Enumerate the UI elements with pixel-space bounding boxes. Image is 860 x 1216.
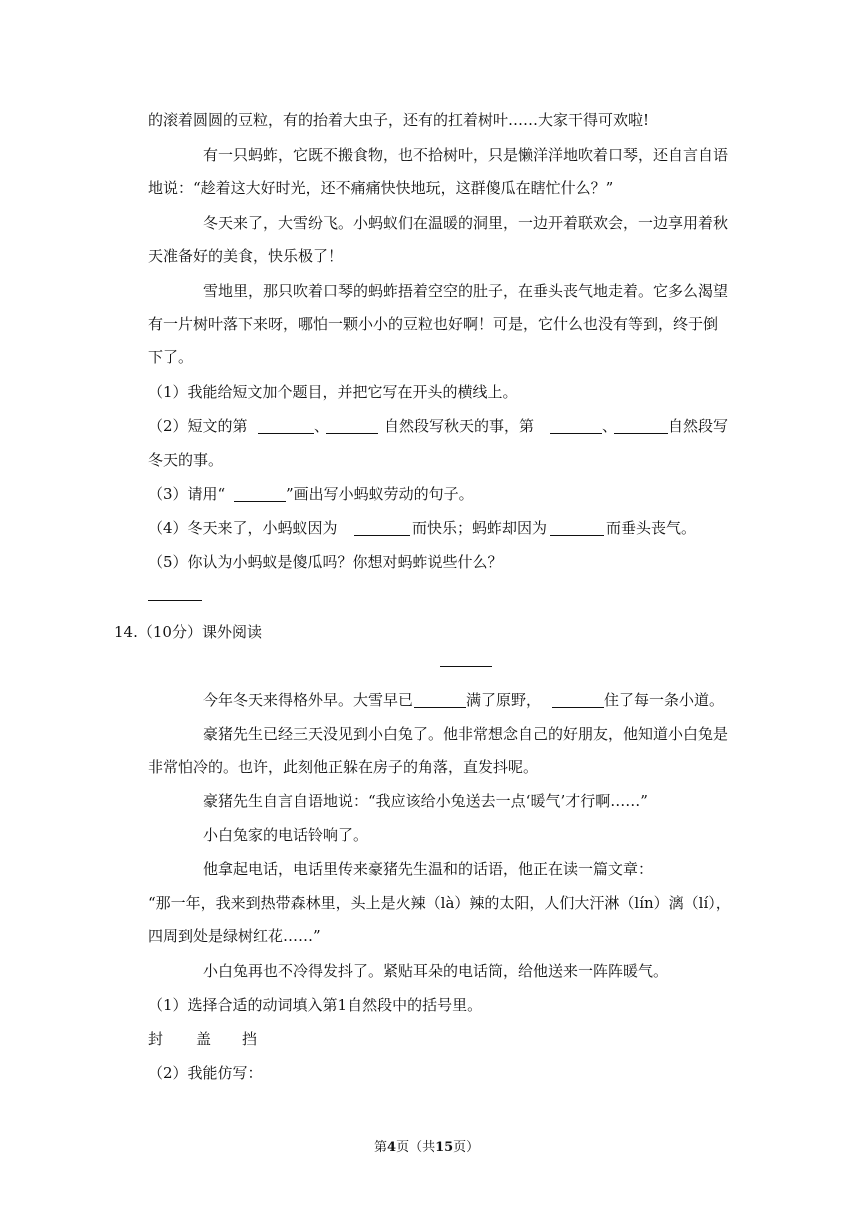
answer-blank[interactable] (148, 600, 202, 601)
word-choice: 挡 (242, 1030, 258, 1048)
word-choice: 封 (148, 1030, 164, 1048)
page-number: 4 (387, 1140, 397, 1155)
answer-blank[interactable] (550, 535, 604, 536)
question-14-paragraph-5: 他拿起电话，电话里传来豪猪先生温和的话语，他正在读一篇文章： (203, 860, 654, 878)
question-14-paragraph-7: 小白兔再也不冷得发抖了。紧贴耳朵的电话筒，给他送来一阵阵暖气。 (203, 962, 669, 980)
answer-blank[interactable] (326, 433, 378, 434)
question-14-paragraph-6-line-1: “那一年，我来到热带森林里，头上是火辣（là）辣的太阳，人们大汗淋（lín）漓（lí）， (148, 894, 731, 912)
question-13-2-separator: 、 (602, 417, 618, 435)
story-paragraph-3-line-1: 冬天来了，大雪纷飞。小蚂蚁们在温暖的洞里，一边开着联欢会，一边享用着秋 (203, 214, 729, 232)
question-13-4-part-b: 而快乐；蚂蚱却因为 (412, 519, 548, 537)
answer-blank[interactable] (234, 501, 286, 502)
question-13-3-part-b: ”画出写小蚂蚁劳动的句子。 (286, 485, 474, 503)
question-13-2-part-a: （2）短文的第 (148, 417, 248, 435)
question-13-2-part-b: 自然段写秋天的事，第 (384, 417, 535, 435)
question-13-1: （1）我能给短文加个题目，并把它写在开头的横线上。 (148, 383, 518, 401)
question-14-paragraph-4: 小白兔家的电话铃响了。 (203, 826, 369, 844)
footer-prefix: 第 (374, 1140, 388, 1155)
question-14-sub-1: （1）选择合适的动词填入第1自然段中的括号里。 (148, 996, 483, 1014)
question-13-3-part-a: （3）请用“ (148, 485, 226, 503)
title-blank[interactable] (440, 666, 492, 667)
word-choice: 盖 (196, 1030, 212, 1048)
question-14-heading: 14.（10分）课外阅读 (114, 623, 262, 641)
answer-blank[interactable] (258, 433, 314, 434)
answer-blank[interactable] (354, 535, 410, 536)
question-14-paragraph-2-line-1: 豪猪先生已经三天没见到小白兔了。他非常想念自己的好朋友，他知道小白兔是 (203, 725, 729, 743)
question-14-paragraph-6-line-2: 四周到处是绿树红花……” (148, 927, 321, 945)
footer-middle: 页（共 (396, 1140, 436, 1155)
question-14-sub-2: （2）我能仿写： (148, 1064, 263, 1082)
answer-blank[interactable] (414, 707, 466, 708)
story-paragraph-4-line-2: 有一片树叶落下来呀，哪怕一颗小小的豆粒也好啊！可是，它什么也没有等到，终于倒 (148, 315, 719, 333)
question-14-paragraph-2-line-2: 非常怕冷的。也许，此刻他正躲在房子的角落，直发抖呢。 (148, 758, 539, 776)
question-13-2-part-c: 自然段写 (668, 417, 729, 435)
question-13-2-part-d: 冬天的事。 (148, 451, 224, 469)
story-paragraph-2-line-2: 地说：“趁着这大好时光，还不痛痛快快地玩，这群傻瓜在瞎忙什么？” (148, 179, 614, 197)
question-14-paragraph-1-part-c: 住了每一条小道。 (604, 691, 725, 709)
answer-blank[interactable] (614, 433, 668, 434)
question-13-4-part-c: 而垂头丧气。 (606, 519, 697, 537)
story-paragraph-2-line-1: 有一只蚂蚱，它既不搬食物，也不拾树叶，只是懒洋洋地吹着口琴，还自言自语 (203, 146, 729, 164)
story-paragraph-3-line-2: 天准备好的美食，快乐极了！ (148, 247, 344, 265)
story-paragraph-1-continued: 的滚着圆圆的豆粒，有的抬着大虫子，还有的扛着树叶……大家干得可欢啦! (148, 111, 650, 129)
page-footer (374, 1138, 479, 1158)
answer-blank[interactable] (552, 707, 604, 708)
story-paragraph-4-line-3: 下了。 (148, 348, 194, 366)
question-13-2-separator: 、 (314, 417, 330, 435)
question-14-paragraph-1-part-a: 今年冬天来得格外早。大雪早已 (203, 691, 414, 709)
story-paragraph-4-line-1: 雪地里，那只吹着口琴的蚂蚱捂着空空的肚子，在垂头丧气地走着。它多么渴望 (203, 282, 729, 300)
footer-suffix: 页） (453, 1140, 480, 1155)
answer-blank[interactable] (550, 433, 602, 434)
question-13-5: （5）你认为小蚂蚁是傻瓜吗？你想对蚂蚱说些什么？ (148, 553, 503, 571)
question-14-paragraph-3: 豪猪先生自言自语地说：“我应该给小兔送去一点‘暖气’才行啊……” (203, 792, 648, 810)
total-pages: 15 (435, 1140, 454, 1155)
question-14-paragraph-1-part-b: 满了原野， (466, 691, 542, 709)
question-13-4-part-a: （4）冬天来了，小蚂蚁因为 (148, 519, 338, 537)
